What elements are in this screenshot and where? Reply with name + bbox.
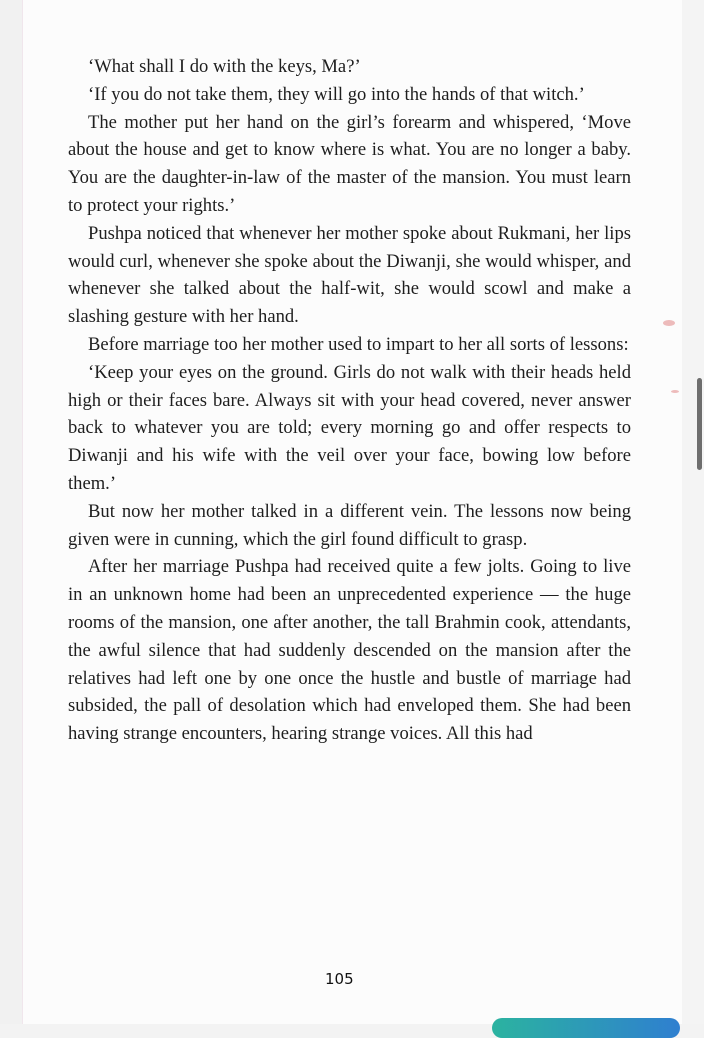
paragraph: But now her mother talked in a different vein. The lessons now being given were in cunning, which the girl found difficult to grasp.: [68, 500, 631, 550]
ink-smudge: [663, 320, 675, 326]
paragraph: ‘If you do not take them, they will go into the hands of that witch.’: [88, 83, 585, 105]
left-margin: [0, 0, 22, 1024]
ink-smudge: [671, 390, 679, 393]
paragraph: ‘What shall I do with the keys, Ma?’: [88, 56, 361, 77]
paragraph: Pushpa noticed that whenever her mother spoke about Rukmani, her lips would curl, whenever she spoke about the Diwanji, she would whisper, and whenever she talked about the half-wit, she would scowl and make a slashing gesture with her hand.: [68, 222, 631, 328]
book-page: [22, 0, 684, 1024]
paragraph: The mother put her hand on the girl’s forearm and whispered, ‘Move about the house and get to know where is what. You are no longer a baby. You are the daughter-in-law of the master of the mansion. You must learn to protect your rights.’: [68, 111, 631, 216]
paragraph: ‘Keep your eyes on the ground. Girls do not walk with their heads held high or their faces bare. Always sit with your head covered, never answer back to whatever you are told; every morning go and offer respects to Diwanji and his wife with the veil over your face, bowing low before them.’: [68, 361, 631, 494]
scrollbar-thumb[interactable]: [697, 378, 702, 470]
paragraph: After her marriage Pushpa had received quite a few jolts. Going to live in an unknown home had been an unprecedented experience — the huge rooms of the mansion, one after another, the tall Brahmin cook, attendants, the awful silence that had suddenly descended on the mansion after the relatives had left one by one once the hustle and bustle of marriage had subsided, the pall of desolation which had enveloped them. She had been having strange encounters, hearing strange voices. All this had: [68, 556, 631, 745]
page-number: 105: [325, 970, 354, 988]
bottom-action-button[interactable]: [492, 1018, 680, 1038]
paragraph: Before marriage too her mother used to impart to her all sorts of lessons:: [88, 333, 629, 355]
scrollbar-track[interactable]: [682, 0, 704, 1024]
page-text: [68, 53, 631, 748]
